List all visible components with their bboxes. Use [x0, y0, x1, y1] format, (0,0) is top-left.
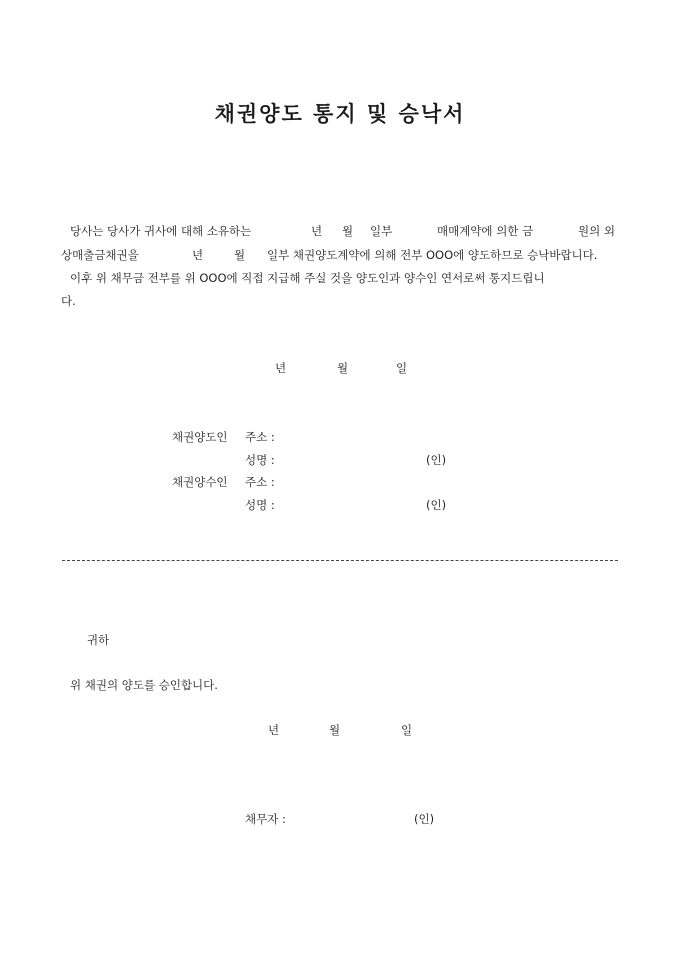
- date1-month: 월: [337, 361, 349, 375]
- notice-line1-day-part: 일부: [370, 224, 393, 238]
- document-title: 채권양도 통지 및 승낙서: [214, 101, 466, 126]
- notice-line1-contract: 매매계약에 의한 금: [437, 224, 534, 238]
- date1-year: 년: [275, 361, 287, 375]
- notice-line2-start: 상매출금채권을: [61, 248, 139, 262]
- assignee-address-label: 주소 :: [245, 475, 275, 489]
- assignor-address-label: 주소 :: [245, 430, 275, 444]
- notice-line2-year: 년: [192, 248, 204, 262]
- notice-line1-month: 월: [342, 224, 354, 238]
- date1-day: 일: [396, 361, 408, 375]
- date2-month: 월: [329, 723, 341, 737]
- notice-line4: 다.: [61, 294, 76, 308]
- notice-line1-amount: 원의 외: [578, 224, 615, 238]
- debtor-seal: (인): [414, 812, 435, 826]
- assignor-name-label: 성명 :: [245, 453, 275, 467]
- assignee-seal: (인): [426, 498, 447, 512]
- notice-line2-month: 월: [234, 248, 246, 262]
- date2-day: 일: [401, 723, 413, 737]
- section-divider: [62, 560, 618, 561]
- notice-line2-end: OOO에 양도하므로 승낙바랍니다.: [426, 248, 598, 262]
- assignee-name-label: 성명 :: [245, 498, 275, 512]
- notice-line2-day-part: 일부 채권양도계약에 의해 전부: [267, 248, 423, 262]
- notice-line1-start: 당사는 당사가 귀사에 대해 소유하는: [70, 224, 252, 238]
- notice-line3: 이후 위 채무금 전부를 위 OOO에 직접 지급해 주실 것을 양도인과 양수인 연서로써 통지드립니: [70, 271, 545, 285]
- notice-line1-year: 년: [311, 224, 323, 238]
- date2-year: 년: [268, 723, 280, 737]
- recipient-honorific: 귀하: [87, 633, 110, 647]
- assignor-seal: (인): [426, 453, 447, 467]
- debtor-label: 채무자 :: [245, 812, 286, 826]
- assignor-label: 채권양도인: [172, 430, 228, 444]
- assignee-label: 채권양수인: [172, 475, 228, 489]
- consent-statement: 위 채권의 양도를 승인합니다.: [70, 678, 218, 692]
